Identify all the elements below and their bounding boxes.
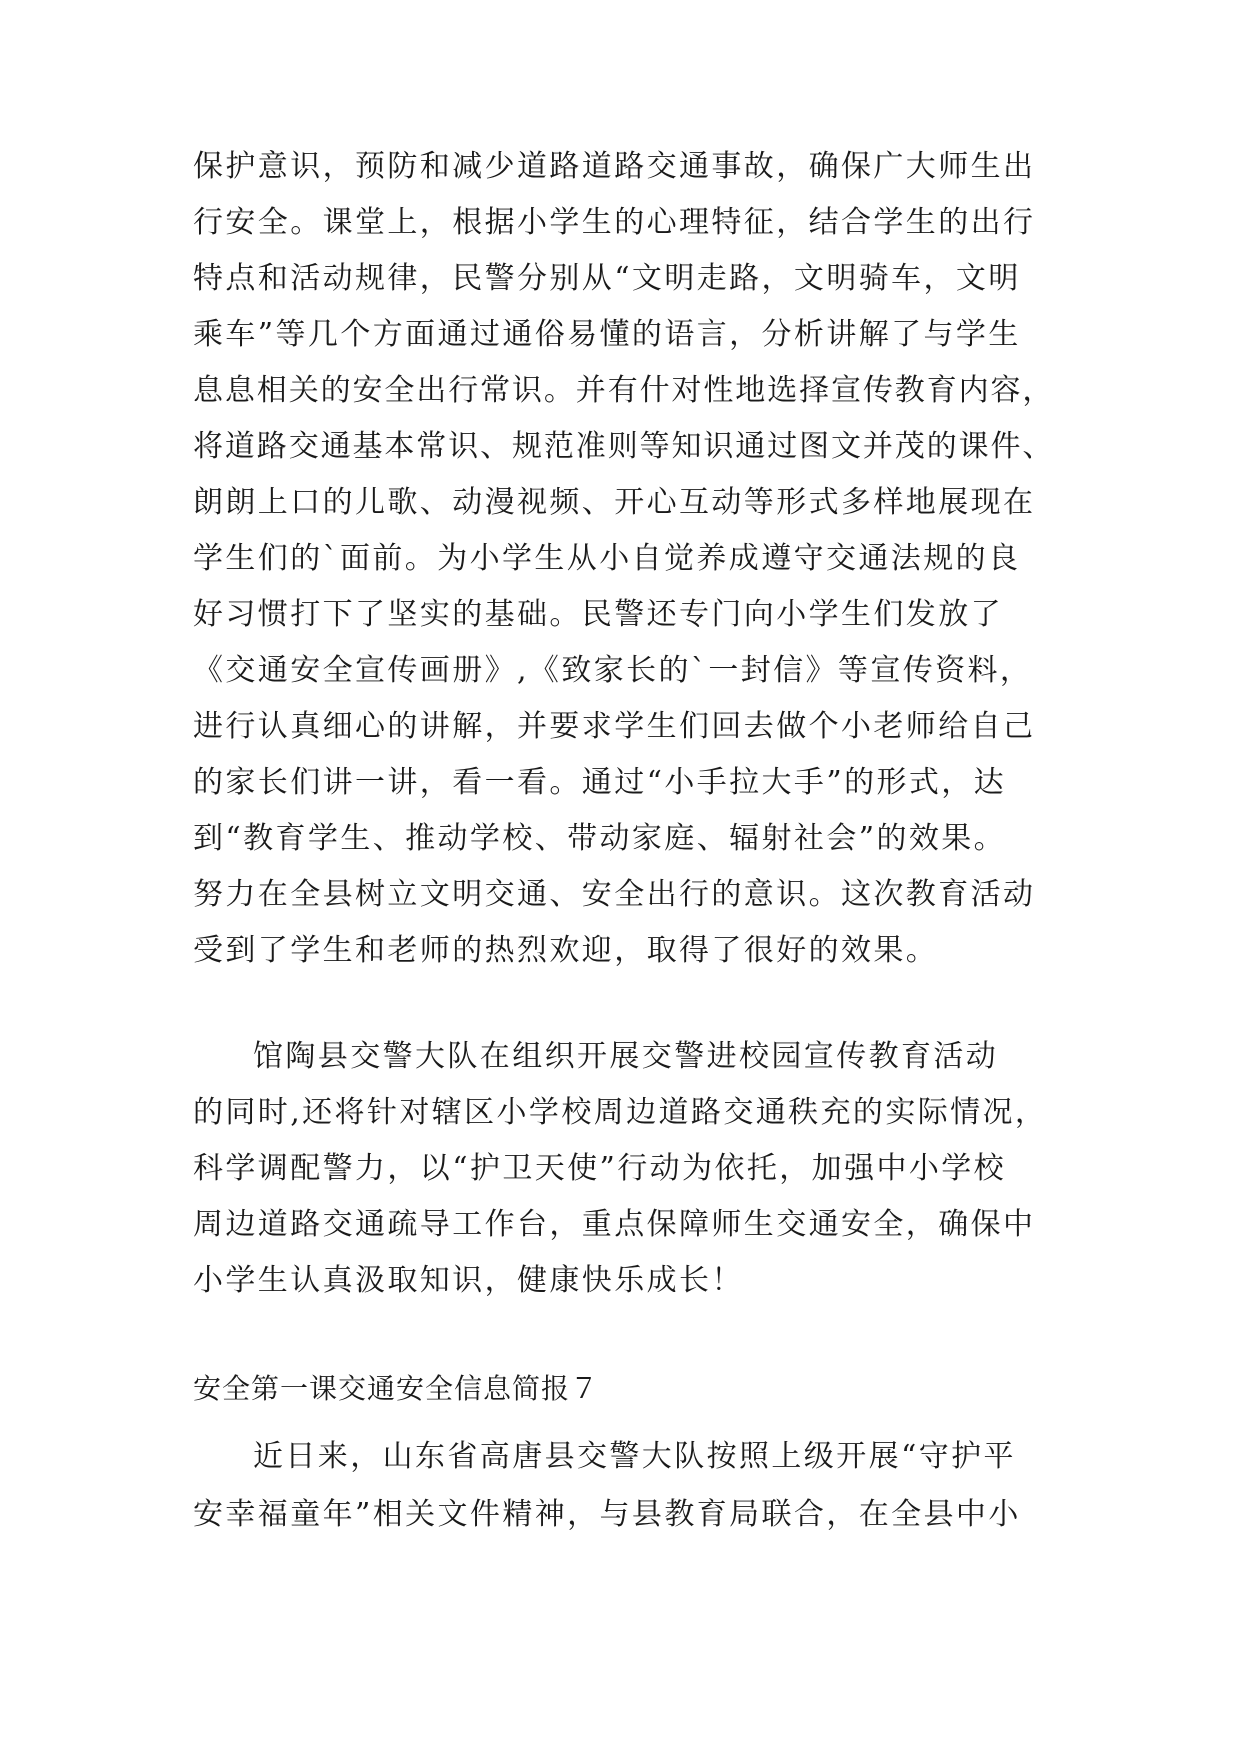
paragraph-line: 乘车”等几个方面通过通俗易懂的语言，分析讲解了与学生 (193, 317, 1021, 352)
paragraph-line: 近日来，山东省高唐县交警大队按照上级开展“守护平 (253, 1439, 1016, 1474)
paragraph-line: 馆陶县交警大队在组织开展交警进校园宣传教育活动 (253, 1039, 999, 1074)
paragraph-line: 的家长们讲一讲，看一看。通过“小手拉大手”的形式，达 (193, 765, 1007, 800)
paragraph-line: 周边道路交通疏导工作台，重点保障师生交通安全，确保中 (193, 1207, 1036, 1242)
paragraph-line: 的同时,还将针对辖区小学校周边道路交通秩充的实际情况， (193, 1095, 1048, 1130)
paragraph-line: 行安全。课堂上，根据小学生的心理特征，结合学生的出行 (193, 205, 1036, 240)
paragraph-line: 特点和活动规律，民警分别从“文明走路，文明骑车，文明 (193, 261, 1021, 296)
paragraph-line: 好习惯打下了坚实的基础。民警还专门向小学生们发放了 (193, 597, 1003, 632)
paragraph-line: 《交通安全宣传画册》,《致家长的`一封信》等宣传资料， (193, 653, 1033, 688)
paragraph-line: 朗朗上口的儿歌、动漫视频、开心互动等形式多样地展现在 (193, 485, 1036, 520)
paragraph-line: 受到了学生和老师的热烈欢迎，取得了很好的效果。 (193, 933, 939, 968)
paragraph-line: 息息相关的安全出行常识。并有什对性地选择宣传教育内容， (193, 373, 1055, 408)
paragraph-line: 安幸福童年”相关文件精神，与县教育局联合，在全县中小 (193, 1497, 1021, 1532)
paragraph-line: 努力在全县树立文明交通、安全出行的意识。这次教育活动 (193, 877, 1036, 912)
paragraph-line: 到“教育学生、推动学校、带动家庭、辐射社会”的效果。 (193, 821, 1007, 856)
paragraph-line: 保护意识，预防和减少道路道路交通事故，确保广大师生出 (193, 149, 1036, 184)
paragraph-line: 将道路交通基本常识、规范准则等知识通过图文并茂的课件、 (193, 429, 1055, 464)
paragraph-line: 小学生认真汲取知识，健康快乐成长！ (193, 1263, 744, 1298)
paragraph-line: 学生们的`面前。为小学生从小自觉养成遵守交通法规的良 (193, 541, 1021, 576)
paragraph-line: 进行认真细心的讲解，并要求学生们回去做个小老师给自己 (193, 709, 1036, 744)
section-heading: 安全第一课交通安全信息简报７ (193, 1372, 600, 1405)
paragraph-line: 科学调配警力，以“护卫天使”行动为依托，加强中小学校 (193, 1151, 1007, 1186)
